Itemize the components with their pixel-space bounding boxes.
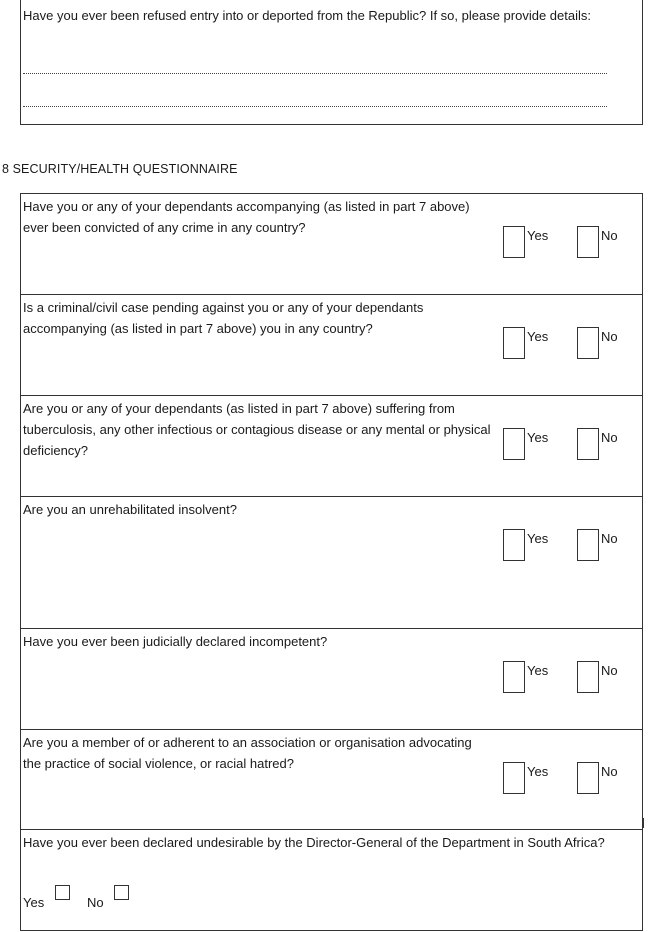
yes-choice[interactable]: [503, 529, 553, 565]
question-row-5: [21, 628, 642, 729]
section-title: 8 SECURITY/HEALTH QUESTIONNAIRE: [2, 162, 238, 176]
no-label: No: [601, 764, 618, 779]
no-label: No: [87, 895, 104, 910]
yes-checkbox[interactable]: [503, 226, 525, 258]
no-label: No: [601, 228, 618, 243]
question-text: Have you ever been declared undesirable by the Director-General of the Department in South Africa?: [23, 835, 605, 850]
yes-checkbox[interactable]: [55, 885, 70, 900]
no-checkbox[interactable]: [577, 428, 599, 460]
yes-choice[interactable]: [503, 661, 553, 697]
yes-choice[interactable]: [503, 327, 553, 363]
yes-choice[interactable]: [503, 226, 553, 262]
yes-checkbox[interactable]: [503, 327, 525, 359]
yes-label: Yes: [527, 329, 549, 344]
question-row-1: [21, 193, 642, 294]
no-choice[interactable]: [577, 661, 627, 697]
yes-choice[interactable]: [503, 428, 553, 464]
no-label: No: [601, 531, 618, 546]
table-bottom-border: [21, 930, 642, 931]
no-checkbox[interactable]: [577, 327, 599, 359]
question-text: Have you or any of your dependants accompanying (as listed in part 7 above) ever been convicted of any crime in any country?: [23, 199, 470, 235]
no-choice[interactable]: [577, 529, 627, 565]
refused-entry-question: Have you ever been refused entry into or deported from the Republic? If so, please provide details:: [23, 8, 591, 23]
no-choice[interactable]: [577, 762, 627, 798]
question-row-4: [21, 496, 642, 628]
question-text: Are you an unrehabilitated insolvent?: [23, 502, 237, 517]
question-text: Are you a member of or adherent to an association or organisation advocating the practice of social violence, or racial hatred?: [23, 735, 472, 771]
details-line-1[interactable]: [23, 73, 607, 74]
no-checkbox[interactable]: [114, 885, 129, 900]
no-choice[interactable]: [577, 226, 627, 262]
yes-checkbox[interactable]: [503, 529, 525, 561]
yes-label: Yes: [527, 430, 549, 445]
yes-label: Yes: [527, 228, 549, 243]
no-label: No: [601, 663, 618, 678]
no-choice[interactable]: [577, 327, 627, 363]
yes-label: Yes: [527, 663, 549, 678]
no-checkbox[interactable]: [577, 529, 599, 561]
refused-entry-box: [20, 0, 643, 125]
no-checkbox[interactable]: [577, 226, 599, 258]
question-text: Have you ever been judicially declared incompetent?: [23, 634, 328, 649]
yes-label: Yes: [23, 895, 45, 910]
no-choice[interactable]: [577, 428, 627, 464]
questionnaire-table: [20, 193, 643, 931]
question-row-3: [21, 395, 642, 496]
no-checkbox[interactable]: [577, 762, 599, 794]
yes-label: Yes: [527, 764, 549, 779]
yes-checkbox[interactable]: [503, 762, 525, 794]
no-label: No: [601, 329, 618, 344]
question-text: Are you or any of your dependants (as listed in part 7 above) suffering from tuberculosis, any other infectious or contagious disease or any mental or physical deficiency?: [23, 401, 491, 458]
no-checkbox[interactable]: [577, 661, 599, 693]
details-line-2[interactable]: [23, 106, 607, 107]
question-row-6: [21, 729, 642, 829]
question-row-2: [21, 294, 642, 395]
yes-checkbox[interactable]: [503, 428, 525, 460]
margin-tick: [643, 818, 644, 828]
question-text: Is a criminal/civil case pending against you or any of your dependants accompanying (as listed in part 7 above) you in any country?: [23, 300, 424, 336]
question-row-7: [21, 829, 642, 930]
yes-label: Yes: [527, 531, 549, 546]
no-label: No: [601, 430, 618, 445]
yes-checkbox[interactable]: [503, 661, 525, 693]
inline-yes-no: [23, 885, 143, 915]
yes-choice[interactable]: [503, 762, 553, 798]
